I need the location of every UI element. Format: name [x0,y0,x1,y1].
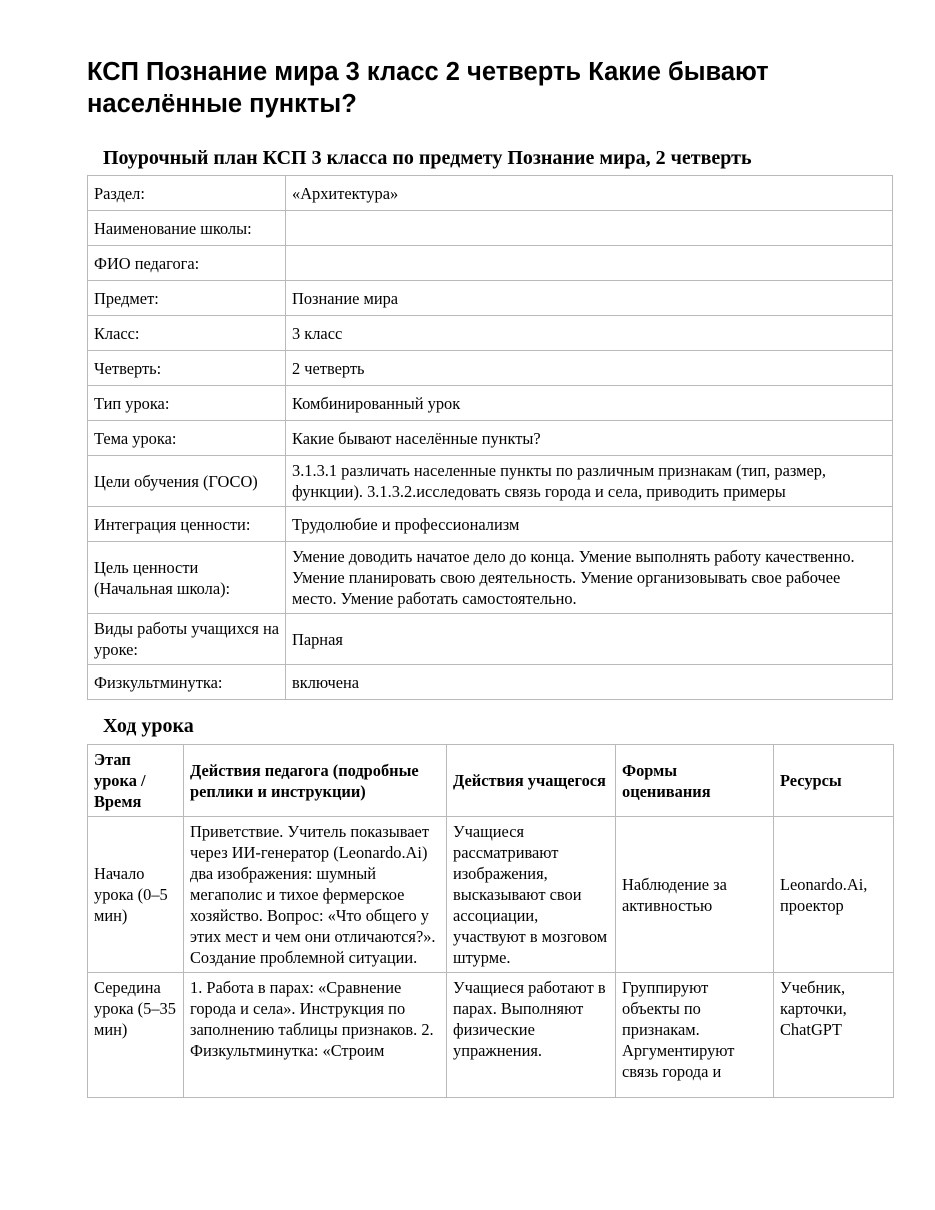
info-value: Трудолюбие и профессионализм [286,507,893,542]
info-row [88,421,893,456]
header-teacher-actions: Действия педагога (подробные реплики и инструкции) [184,745,447,817]
info-label: Четверть: [88,351,286,386]
info-row [88,176,893,211]
page-title: КСП Познание мира 3 класс 2 четверть Какие бывают населённые пункты? [87,58,769,118]
lesson-stage: Начало урока (0–5 мин) [88,817,184,973]
resources: Учебник, карточки, ChatGPT [774,973,894,1098]
student-actions: Учащиеся рассматривают изображения, высказывают свои ассоциации, участвуют в мозговом штурме. [447,817,616,973]
info-row [88,281,893,316]
info-row [88,542,893,614]
info-row [88,507,893,542]
info-value: Познание мира [286,281,893,316]
info-row [88,316,893,351]
info-row [88,456,893,507]
info-value: 3 класс [286,316,893,351]
info-row [88,351,893,386]
info-label: Тема урока: [88,421,286,456]
info-label: Интеграция ценности: [88,507,286,542]
assessment-form: Наблюдение за активностью [616,817,774,973]
info-value: 2 четверть [286,351,893,386]
info-label: ФИО педагога: [88,246,286,281]
plan-heading: Поурочный план КСП 3 класса по предмету Познание мира, 2 четверть [103,147,752,169]
header-resources: Ресурсы [774,745,894,817]
assessment-form: Группируют объекты по признакам. Аргументируют связь города и [616,973,774,1098]
info-value [286,246,893,281]
info-label: Физкультминутка: [88,665,286,700]
document-page [87,56,893,1098]
header-student-actions: Действия учащегося [447,745,616,817]
info-row [88,614,893,665]
lesson-row-start [88,817,894,973]
student-actions: Учащиеся работают в парах. Выполняют физические упражнения. [447,973,616,1098]
resources: Leonardo.Ai, проектор [774,817,894,973]
info-label: Наименование школы: [88,211,286,246]
lesson-header-row [88,745,894,817]
lesson-flow-table [87,744,894,1098]
info-row [88,211,893,246]
info-value: Какие бывают населённые пункты? [286,421,893,456]
lesson-stage: Середина урока (5–35 мин) [88,973,184,1098]
info-value: 3.1.3.1 различать населенные пункты по различным признакам (тип, размер, функции). 3.1.3.2.исследовать связь города и села, приводить примеры [286,456,893,507]
teacher-actions: Приветствие. Учитель показывает через ИИ-генератор (Leonardo.Ai) два изображения: шумный мегаполис и тихое фермерское хозяйство. Вопрос: «Что общего у этих мест и чем они отличаются?». Создание проблемной ситуации. [184,817,447,973]
teacher-actions: 1. Работа в парах: «Сравнение города и села». Инструкция по заполнению таблицы признаков. 2. Физкультминутка: «Строим [184,973,447,1098]
info-label: Виды работы учащихся на уроке: [88,614,286,665]
info-label: Раздел: [88,176,286,211]
info-row [88,386,893,421]
header-stage: Этап урока / Время [88,745,184,817]
info-label: Класс: [88,316,286,351]
lesson-info-table [87,175,893,700]
info-label: Предмет: [88,281,286,316]
info-label: Тип урока: [88,386,286,421]
info-value: «Архитектура» [286,176,893,211]
info-value: включена [286,665,893,700]
lesson-flow-heading: Ход урока [103,715,194,737]
info-row [88,665,893,700]
header-assessment: Формы оценивания [616,745,774,817]
info-label: Цель ценности (Начальная школа): [88,542,286,614]
info-value: Парная [286,614,893,665]
info-value: Комбинированный урок [286,386,893,421]
info-value: Умение доводить начатое дело до конца. Умение выполнять работу качественно. Умение планировать свою деятельность. Умение организовывать свое рабочее место. Умение работать самостоятельно. [286,542,893,614]
info-label: Цели обучения (ГОСО) [88,456,286,507]
lesson-row-middle [88,973,894,1098]
info-value [286,211,893,246]
info-row [88,246,893,281]
